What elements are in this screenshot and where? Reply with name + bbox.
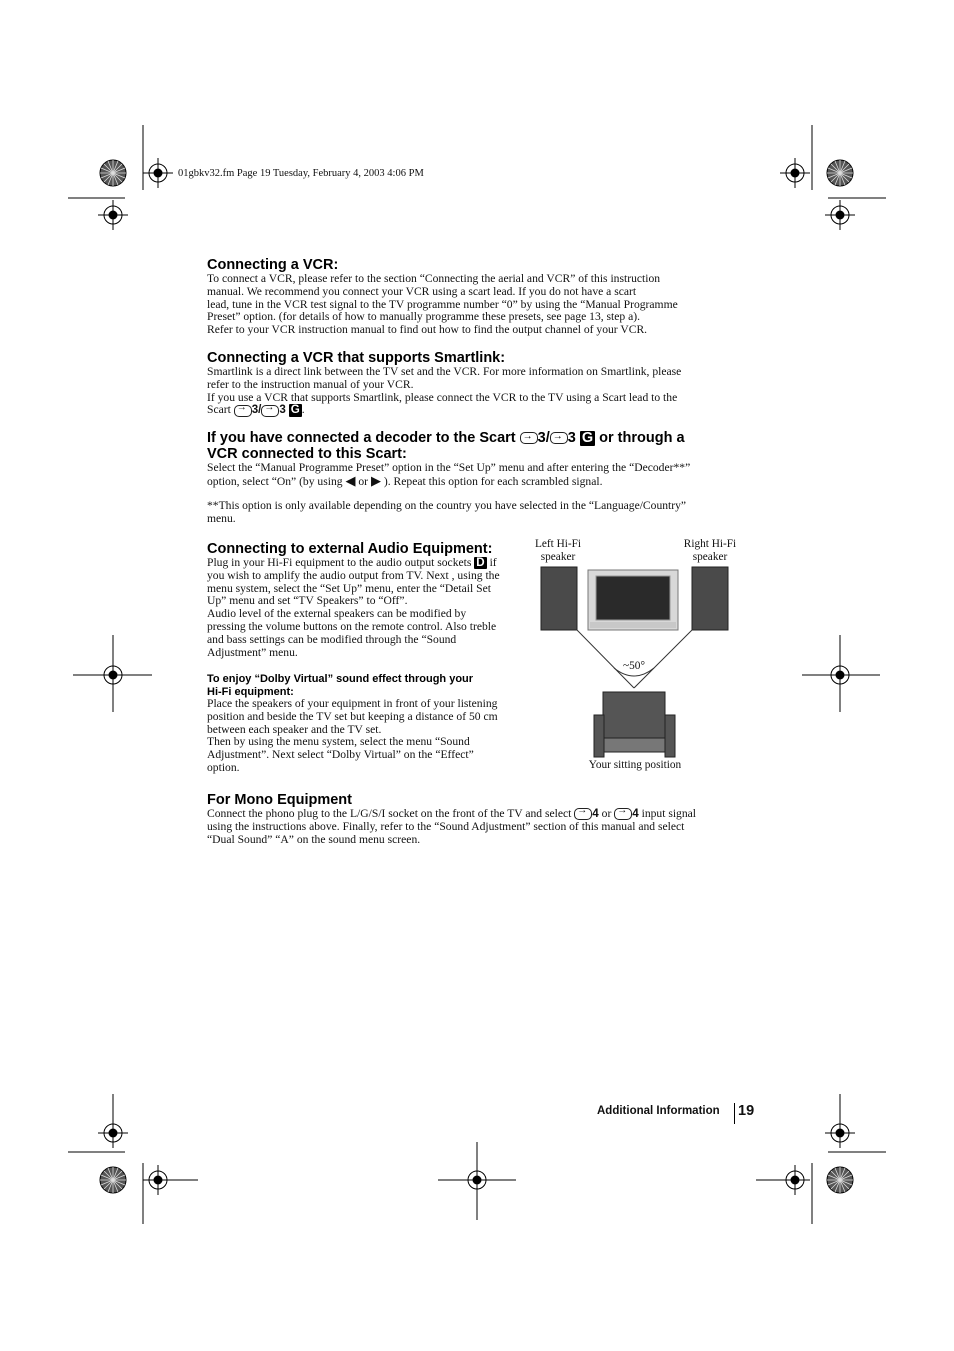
audio-line: Audio level of the external speakers can be modified by	[207, 607, 467, 621]
section-title-vcr: Connecting a VCR:	[207, 257, 339, 273]
vcr-line: Refer to your VCR instruction manual to find out how to find the output channel of your VCR.	[207, 323, 648, 337]
arrow-left-icon: ◀	[345, 472, 356, 488]
socket-letter-badge: G	[581, 430, 594, 446]
dolby-body	[207, 698, 498, 775]
period: .	[301, 403, 305, 417]
footer-section-label: Additional Information	[597, 1105, 720, 1117]
decoder-scart-number: 3/	[537, 430, 550, 446]
scart-smartlink-icon	[550, 432, 568, 444]
dolby-line: Adjustment”. Next select “Dolby Virtual” on the “Effect”	[207, 748, 474, 762]
mono-line-1	[207, 808, 696, 821]
scart-smartlink-icon	[261, 405, 279, 417]
smartlink-line-last	[207, 404, 681, 417]
left-label-1: Left Hi-Fi	[534, 538, 582, 550]
dolby-line: Then by using the menu system, select the menu “Sound	[207, 735, 470, 749]
audio-line1-a: Plug in your Hi-Fi equipment to the audio output sockets	[207, 556, 472, 569]
decoder-title-part-a: If you have connected a decoder to the Scart	[207, 430, 516, 446]
audio-line: and bass settings can be modified through the “Sound	[207, 632, 457, 646]
audio-line: Up” menu and set “TV Speakers” to “Off”.	[207, 594, 408, 608]
audio-line-1	[207, 557, 500, 570]
decoder-title-part-b: or through a	[599, 430, 685, 446]
dolby-title-line-1: To enjoy “Dolby Virtual” sound effect through your	[207, 673, 474, 685]
scart-number: 3/	[251, 403, 262, 417]
right-label-1: Right Hi-Fi	[683, 538, 737, 550]
smartlink-line: Smartlink is a direct link between the TV set and the VCR. For more information on Smartlink, please	[207, 365, 682, 378]
right-speaker	[692, 567, 728, 630]
input-number-2: 4	[632, 807, 639, 820]
chair-back	[603, 692, 665, 740]
audio-line: pressing the volume buttons on the remote control. Also treble	[207, 619, 497, 633]
decoder-or: or	[358, 474, 369, 488]
page-number: 19	[738, 1103, 755, 1119]
audio-line: you wish to amplify the audio output from TV. Next , using the	[207, 568, 500, 582]
left-label-2: speaker	[540, 551, 576, 563]
dolby-line: position and beside the TV set but keeping a distance of 50 cm	[207, 709, 498, 723]
chair-right-arm	[665, 715, 675, 757]
dolby-subtitle	[207, 673, 473, 698]
audio-line: Adjustment” menu.	[207, 645, 298, 659]
angle-label: ~50°	[623, 660, 645, 672]
scart-input-icon	[520, 432, 538, 444]
mono-line1-a: Connect the phono plug to the L/G/S/I socket on the front of the TV and select	[207, 807, 572, 820]
dolby-line: option.	[207, 760, 240, 774]
av-s-input-icon	[614, 808, 632, 820]
note-line: **This option is only available depending on the country you have selected in the “Language/Country”	[207, 499, 687, 512]
vcr-body	[207, 273, 678, 337]
decoder-body	[207, 462, 690, 489]
vcr-line: lead, tune in the VCR test signal to the TV programme number “0” by using the “Manual Programme	[207, 297, 678, 311]
scart-prefix: Scart	[207, 403, 231, 417]
note-line: menu.	[207, 511, 236, 525]
mono-line: using the instructions above. Finally, refer to the “Sound Adjustment” section of this manual and select	[207, 819, 685, 833]
decoder-note	[207, 500, 686, 526]
mono-or: or	[601, 807, 612, 820]
socket-letter-badge: G	[290, 403, 300, 417]
chair-left-arm	[594, 715, 604, 757]
mono-line: “Dual Sound” “A” on the sound menu screen.	[207, 832, 421, 846]
footer-divider	[734, 1103, 735, 1124]
decoder-line: Select the “Manual Programme Preset” option in the “Set Up” menu and after entering the “Decoder**”	[207, 461, 691, 474]
smartlink-body	[207, 366, 681, 417]
input-number: 4	[592, 807, 599, 820]
scart-number-2: 3	[279, 403, 286, 417]
av-input-icon	[574, 808, 592, 820]
seat-label: Your sitting position	[588, 759, 682, 771]
vcr-line: manual. We recommend you connect your VCR using a scart lead. If you do not have a scart	[207, 284, 637, 298]
section-title-smartlink: Connecting a VCR that supports Smartlink:	[207, 350, 506, 366]
mono-line1-b: input signal	[641, 807, 697, 820]
audio-line1-b: if	[489, 556, 497, 569]
audio-body	[207, 557, 500, 659]
decoder-line2-b: ). Repeat this option for each scrambled signal.	[383, 474, 603, 488]
right-label-2: speaker	[692, 551, 728, 563]
socket-letter-badge: D	[476, 556, 485, 569]
vcr-line: Preset” option. (for details of how to manually programme these presets, see page 13, step a).	[207, 310, 641, 324]
smartlink-line: If you use a VCR that supports Smartlink, please connect the VCR to the TV using a Scart lead to the	[207, 390, 678, 404]
section-title-decoder	[207, 430, 685, 462]
decoder-scart-number-2: 3	[567, 430, 576, 446]
decoder-line-2	[207, 472, 690, 489]
decoder-title-line-2: VCR connected to this Scart:	[207, 446, 407, 463]
dolby-line: Place the speakers of your equipment in front of your listening	[207, 697, 498, 710]
chair-seat	[604, 738, 665, 752]
section-title-audio: Connecting to external Audio Equipment:	[207, 541, 493, 557]
file-header: 01gbkv32.fm Page 19 Tuesday, February 4, 2003 4:06 PM	[178, 168, 424, 179]
arrow-right-icon: ▶	[370, 472, 381, 488]
vcr-line: To connect a VCR, please refer to the section “Connecting the aerial and VCR” of this instruction	[207, 272, 661, 285]
decoder-line2-a: option, select “On” (by using	[207, 474, 343, 488]
mono-body	[207, 808, 696, 846]
scart-input-icon	[234, 405, 252, 417]
smartlink-line: refer to the instruction manual of your VCR.	[207, 377, 414, 391]
dolby-title-line-2: Hi-Fi equipment:	[207, 685, 294, 698]
section-title-mono: For Mono Equipment	[207, 792, 352, 808]
dolby-line: between each speaker and the TV set.	[207, 722, 382, 736]
left-speaker	[541, 567, 577, 630]
audio-line: menu system, select the “Set Up” menu, enter the “Detail Set	[207, 581, 491, 595]
